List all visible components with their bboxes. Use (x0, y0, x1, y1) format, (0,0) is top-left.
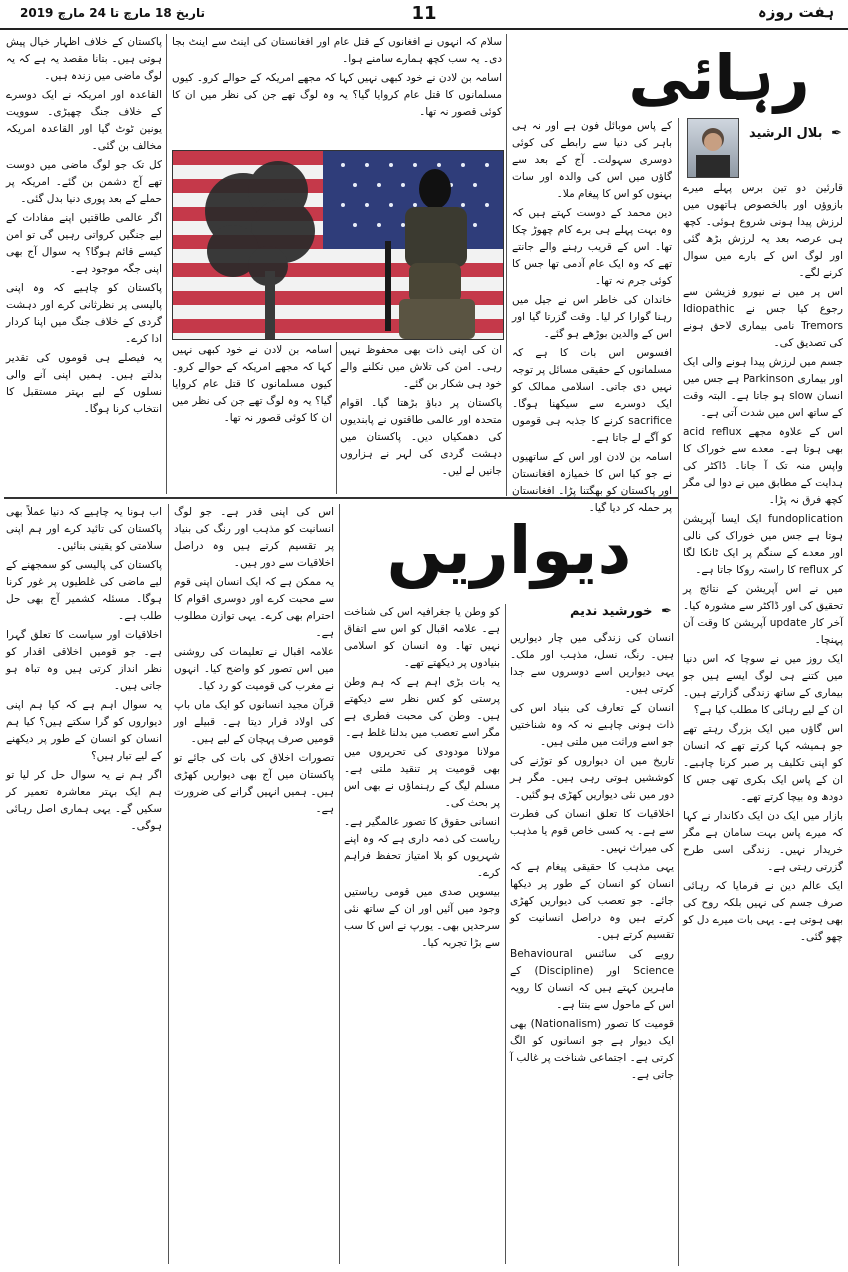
paragraph: اس گاؤں میں ایک بزرگ رہتے تھے جو ہمیشہ کہا کرتے تھے کہ انسان کو اپنی تکلیف پر صبر کرنا چاہیے۔ ان کے پاس ایک بکری تھی جس کا دودھ وہ بیچا کرتے تھے۔ (683, 723, 843, 803)
article-illustration (172, 150, 504, 340)
pen-icon: ✒ (661, 604, 672, 619)
paragraph: میں نے اس آپریشن کے نتائج پر تحقیق کی اور ڈاکٹر سے مشورہ کیا۔ آخر کار update آپریشن کا وقت آن پہنچا۔ (683, 583, 843, 646)
paragraph: بیسویں صدی میں قومی ریاستیں وجود میں آئیں اور ان کے ساتھ نئی سرحدیں بھی۔ یورپ نے اس کا سب سے بڑا تجربہ کیا۔ (344, 886, 500, 949)
paragraph: بازار میں ایک دن ایک دکاندار نے کہا کہ میرے پاس بہت سامان ہے مگر خریدار نہیں۔ زندگی اسی طرح گزرتی رہتی ہے۔ (683, 810, 843, 873)
paragraph: قرآن مجید انسانوں کو ایک ماں باپ کی اولاد قرار دیتا ہے۔ قبیلے اور قومیں صرف پہچان کے لیے ہیں۔ (174, 699, 334, 745)
paragraph: اس پر میں نے نیورو فزیشن سے رجوع کیا جس نے Idiopathic Tremors نامی بیماری لاحق ہونے کی تصدیق کی۔ (683, 286, 843, 349)
paragraph: کو وطن یا جغرافیہ اس کی شناخت ہے۔ علامہ اقبال کو اس سے اتفاق نہیں تھا۔ وہ انسان کو اسلامی بنیادوں پر دیکھتے تھے۔ (344, 606, 500, 669)
column-divider (168, 504, 169, 1264)
column-divider (678, 118, 679, 1266)
paragraph: fundoplication ایک ایسا آپریشن ہوتا ہے جس میں خوراک کی نالی اور معدے کے سنگم پر ایک ٹانکا لگا کر reflux کا راستہ روکا جاتا ہے۔ (683, 513, 843, 576)
column-divider (166, 34, 167, 494)
author-photo (687, 118, 739, 178)
paragraph: کل تک جو لوگ ماضی میں دوست تھے آج دشمن بن گئے۔ امریکہ پر حملے کے بعد پوری دنیا بدل گئی۔ (6, 159, 162, 205)
paragraph: یہ سوال اہم ہے کہ کیا ہم اپنی دیواروں کو گرا سکتے ہیں؟ کیا ہم انسان کو انسان کے طور پر دیکھنے کے لیے تیار ہیں؟ (6, 699, 162, 762)
paragraph: اس کی اپنی قدر ہے۔ جو لوگ انسانیت کو مذہب اور رنگ کی بنیاد پر تقسیم کرتے ہیں وہ دراصل اخلاقیات سے دور ہیں۔ (174, 506, 334, 569)
paragraph: پاکستان کے خلاف اظہار خیال پیش ہوتی ہیں۔ بتانا مقصد یہ ہے کہ یہ لوگ ماضی میں زندہ ہیں۔ (6, 36, 162, 82)
paragraph: انسان کی زندگی میں چار دیواریں ہیں۔ رنگ، نسل، مذہب اور ملک۔ یہی دیواریں اسے دوسروں سے جدا کرتی ہیں۔ (510, 632, 674, 695)
paragraph: اسامہ بن لادن اور اس کے ساتھیوں نے جو کیا اس کا خمیازہ افغانستان اور پاکستان کو بھگتنا پڑا۔ افغانستان پر حملہ کر دیا گیا۔ (512, 451, 672, 514)
paragraph: خاندان کی خاطر اس نے جیل میں رہنا گوارا کر لیا۔ وقت گزرتا گیا اور اس کے والدین بوڑھے ہو گئے۔ (512, 294, 672, 340)
paragraph: قومیت کا تصور (Nationalism) بھی ایک دیوار ہے جو انسانوں کو الگ کرتی ہے۔ اجتماعی شناخت پر غالب آ جاتی ہے۔ (510, 1018, 674, 1081)
paragraph: کے پاس موبائل فون ہے اور نہ ہی باہر کی دنیا سے رابطے کی کوئی دوسری سہولت۔ آج کے بعد سے گاؤں میں اس کی والدہ اور سات بہنوں کو اس کا پیغام ملا۔ (512, 120, 672, 200)
column-divider (339, 504, 340, 1264)
paragraph: انسانی حقوق کا تصور عالمگیر ہے۔ ریاست کی ذمہ داری ہے کہ وہ اپنے شہریوں کو بلا امتیاز تحفظ فراہم کرے۔ (344, 816, 500, 879)
paragraph: جسم میں لرزش پیدا ہونے والی ایک اور بیماری Parkinson ہے جس میں انسان slow ہو جاتا ہے۔ البتہ وقت کے ساتھ اس میں شدت آتی ہے۔ (683, 356, 843, 419)
paragraph: یہ فیصلے ہی قوموں کی تقدیر بدلتے ہیں۔ ہمیں اپنی آنے والی نسلوں کے لیے بہتر مستقبل کا انتخاب کرنا ہوگا۔ (6, 352, 162, 415)
paragraph: تاریخ میں ان دیواروں کو توڑنے کی کوششیں ہوتی رہی ہیں۔ مگر ہر دور میں نئی دیواریں کھڑی ہو گئیں۔ (510, 755, 674, 801)
paragraph: اسامہ بن لادن نے خود کبھی نہیں کہا کہ مجھے امریکہ کے حوالے کرو۔ کیوں مسلمانوں کا قتل عام کروایا گیا؟ یہ وہ لوگ تھے جن کی نظر میں ان کا کوئی قصور نہ تھا۔ (172, 344, 332, 424)
paragraph: قارئین دو تین برس پہلے میرے بازوؤں اور بالخصوص ہاتھوں میں لرزش پیدا ہونی شروع ہوئی۔ کچھ ہی عرصہ بعد یہ لرزش بڑھ گئی اور لوگ اس کے بارے میں سوال کرنے لگے۔ (683, 182, 843, 279)
rihai-column-center-left (172, 342, 332, 492)
paragraph: ان کی اپنی ذات بھی محفوظ نہیں رہی۔ امن کی تلاش میں نکلنے والے خود ہی شکار بن گئے۔ (340, 344, 502, 390)
paragraph: القاعدہ اور امریکہ نے ایک دوسرے کے خلاف جنگ چھیڑی۔ سوویت یونین ٹوٹ گیا اور القاعدہ امریکہ مخالف بن گئی۔ (6, 89, 162, 152)
rihai-column-center (340, 342, 502, 492)
column-divider (506, 34, 507, 496)
paragraph: ایک روز میں نے سوچا کہ اس دنیا میں کتنے ہی لوگ ایسے ہیں جو بیماری کے ساتھ زندگی گزارتے ہیں۔ ان کے لیے رہائی کا مطلب کیا ہے؟ (683, 653, 843, 716)
paragraph: پاکستان کو چاہیے کہ وہ اپنی پالیسی پر نظرثانی کرے اور دہشت گردی کے خلاف جنگ میں اپنا کردار ادا کرے۔ (6, 282, 162, 345)
column-divider (505, 604, 506, 1264)
article-title-rihai: رہائی (628, 41, 810, 114)
article-separator (4, 497, 678, 499)
paragraph: اسامہ بن لادن نے خود کبھی نہیں کہا کہ مجھے امریکہ کے حوالے کرو۔ کیوں مسلمانوں کا قتل عام کروایا گیا؟ یہ وہ لوگ تھے جن کی نظر میں ان کا کوئی قصور نہ تھا۔ (172, 72, 502, 118)
paragraph: انسان کے تعارف کی بنیاد اس کی ذات ہونی چاہیے نہ کہ وہ شناختیں جو اسے وراثت میں ملتی ہیں۔ (510, 702, 674, 748)
deewarein-column-left (6, 504, 162, 1260)
rihai-column-left (6, 34, 162, 492)
rihai-column-mid-left (172, 34, 502, 146)
rihai-column-right (683, 180, 843, 1260)
page-number: 11 (411, 3, 437, 24)
paragraph: تصورات اخلاق کی بات کی جائے تو پاکستان میں آج بھی دیواریں کھڑی ہیں۔ ہمیں انہیں گرانے کی ضرورت ہے۔ (174, 752, 334, 815)
paragraph: ایک عالم دین نے فرمایا کہ رہائی صرف جسم کی نہیں بلکہ روح کی بھی ہوتی ہے۔ یہی بات میرے دل کو چھو گئی۔ (683, 880, 843, 943)
paragraph: علامہ اقبال نے تعلیمات کی روشنی میں اس تصور کو واضح کیا۔ انہوں نے مغرب کی قومیت کو رد کیا۔ (174, 646, 334, 692)
author-name: بلال الرشید (748, 126, 823, 141)
paragraph: یہ بات بڑی اہم ہے کہ ہم وطن پرستی کو کس نظر سے دیکھتے ہیں۔ وطن کی محبت فطری ہے مگر اسے تعصب میں بدلنا غلط ہے۔ (344, 676, 500, 739)
paragraph: یہی مذہب کا حقیقی پیغام ہے کہ انسان کو انسان کے طور پر دیکھا جائے۔ جو تعصب کی دیواریں کھڑی کرتے ہیں وہ دراصل انسانیت کو تقسیم کرتے ہیں۔ (510, 861, 674, 941)
deewarein-column-right (510, 630, 674, 1260)
paragraph: اب ہونا یہ چاہیے کہ دنیا عملاً بھی پاکستان کی تائید کرے اور ہم اپنی سلامتی کو یقینی بنائیں۔ (6, 506, 162, 552)
paragraph: پاکستان کی پالیسی کو سمجھنے کے لیے ماضی کی غلطیوں پر غور کرنا ہوگا۔ مسئلہ کشمیر آج بھی حل طلب ہے۔ (6, 559, 162, 622)
paragraph: اگر عالمی طاقتیں اپنے مفادات کے لیے جنگیں کرواتی رہیں گی تو امن کیسے قائم ہوگا؟ یہ سوال آج بھی اپنی جگہ موجود ہے۔ (6, 212, 162, 275)
deewarein-column-mid-left (174, 504, 334, 1260)
author-byline-deewarein (500, 604, 672, 626)
pen-icon: ✒ (831, 126, 842, 141)
rihai-column-mid-right (512, 118, 672, 514)
publication-logo: ہفت روزہ (757, 3, 834, 21)
deewarein-column-mid-right (344, 604, 500, 1260)
column-divider (336, 342, 337, 494)
paragraph: اگر ہم نے یہ سوال حل کر لیا تو ہم ایک بہتر معاشرہ تعمیر کر سکیں گے۔ یہی ہماری اصل رہائی ہوگی۔ (6, 769, 162, 832)
paragraph: مولانا مودودی کی تحریروں میں بھی قومیت پر تنقید ملتی ہے۔ مسلم لیگ کے رہنماؤں نے بھی اس پر بحث کی۔ (344, 746, 500, 809)
paragraph: افسوس اس بات کا ہے کہ مسلمانوں کے حقیقی مسائل پر توجہ نہیں دی جاتی۔ اسلامی ممالک کو ایک دوسرے سے سیکھنا ہوگا۔ sacrifice کرنے کا جذبہ ہی قوموں کو آگے لے جاتا ہے۔ (512, 347, 672, 444)
issue-date: تاریخ 18 مارچ تا 24 مارچ 2019 (20, 6, 205, 20)
author-byline-rihai (742, 126, 842, 166)
paragraph: سلام کہ انہوں نے افغانوں کے قتل عام اور افغانستان کی اینٹ سے اینٹ بجا دی۔ یہ سب کچھ ہمارے سامنے ہوا۔ (172, 36, 502, 65)
paragraph: پاکستان پر دباؤ بڑھتا گیا۔ اقوام متحدہ اور عالمی طاقتوں نے پابندیوں کی دھمکیاں دیں۔ پاکستان میں دہشت گردی کی لہر نے ہزاروں جانیں لے لیں۔ (340, 397, 502, 477)
author-name: خورشید ندیم (569, 604, 653, 619)
paragraph: اس کے علاوہ مجھے acid reflux بھی ہوتا ہے۔ معدے سے خوراک کا واپس منہ تک آ جانا۔ ڈاکٹر کی ہدایت کے مطابق میں نے دوا لی مگر کچھ فرق نہ پڑا۔ (683, 426, 844, 506)
article-title-deewarein: دیواریں (386, 512, 632, 589)
paragraph: اخلاقیات اور سیاست کا تعلق گہرا ہے۔ جو قومیں اخلاقی اقدار کو نظر انداز کرتی ہیں وہ تباہ ہو جاتی ہیں۔ (6, 629, 162, 692)
paragraph: اخلاقیات کا تعلق انسان کی فطرت سے ہے۔ یہ کسی خاص قوم یا مذہب کی میراث نہیں۔ (510, 808, 674, 854)
paragraph: رویے کی سائنس Behavioural Science اور (Discipline) کے ماہرین کہتے ہیں کہ انسان کا رویہ اس کے ماحول سے بنتا ہے۔ (510, 948, 674, 1011)
paragraph: یہ ممکن ہے کہ ایک انسان اپنی قوم سے محبت کرے اور دوسری اقوام کا احترام بھی کرے۔ یہی توازن مطلوب ہے۔ (174, 576, 334, 639)
paragraph: دین محمد کے دوست کہتے ہیں کہ وہ بہت پہلے ہی برے کام چھوڑ چکا تھا۔ اس کے قریب رہنے والے جانتے تھے کہ وہ ایک عام آدمی تھا جس کا کوئی جرم نہ تھا۔ (512, 207, 672, 287)
